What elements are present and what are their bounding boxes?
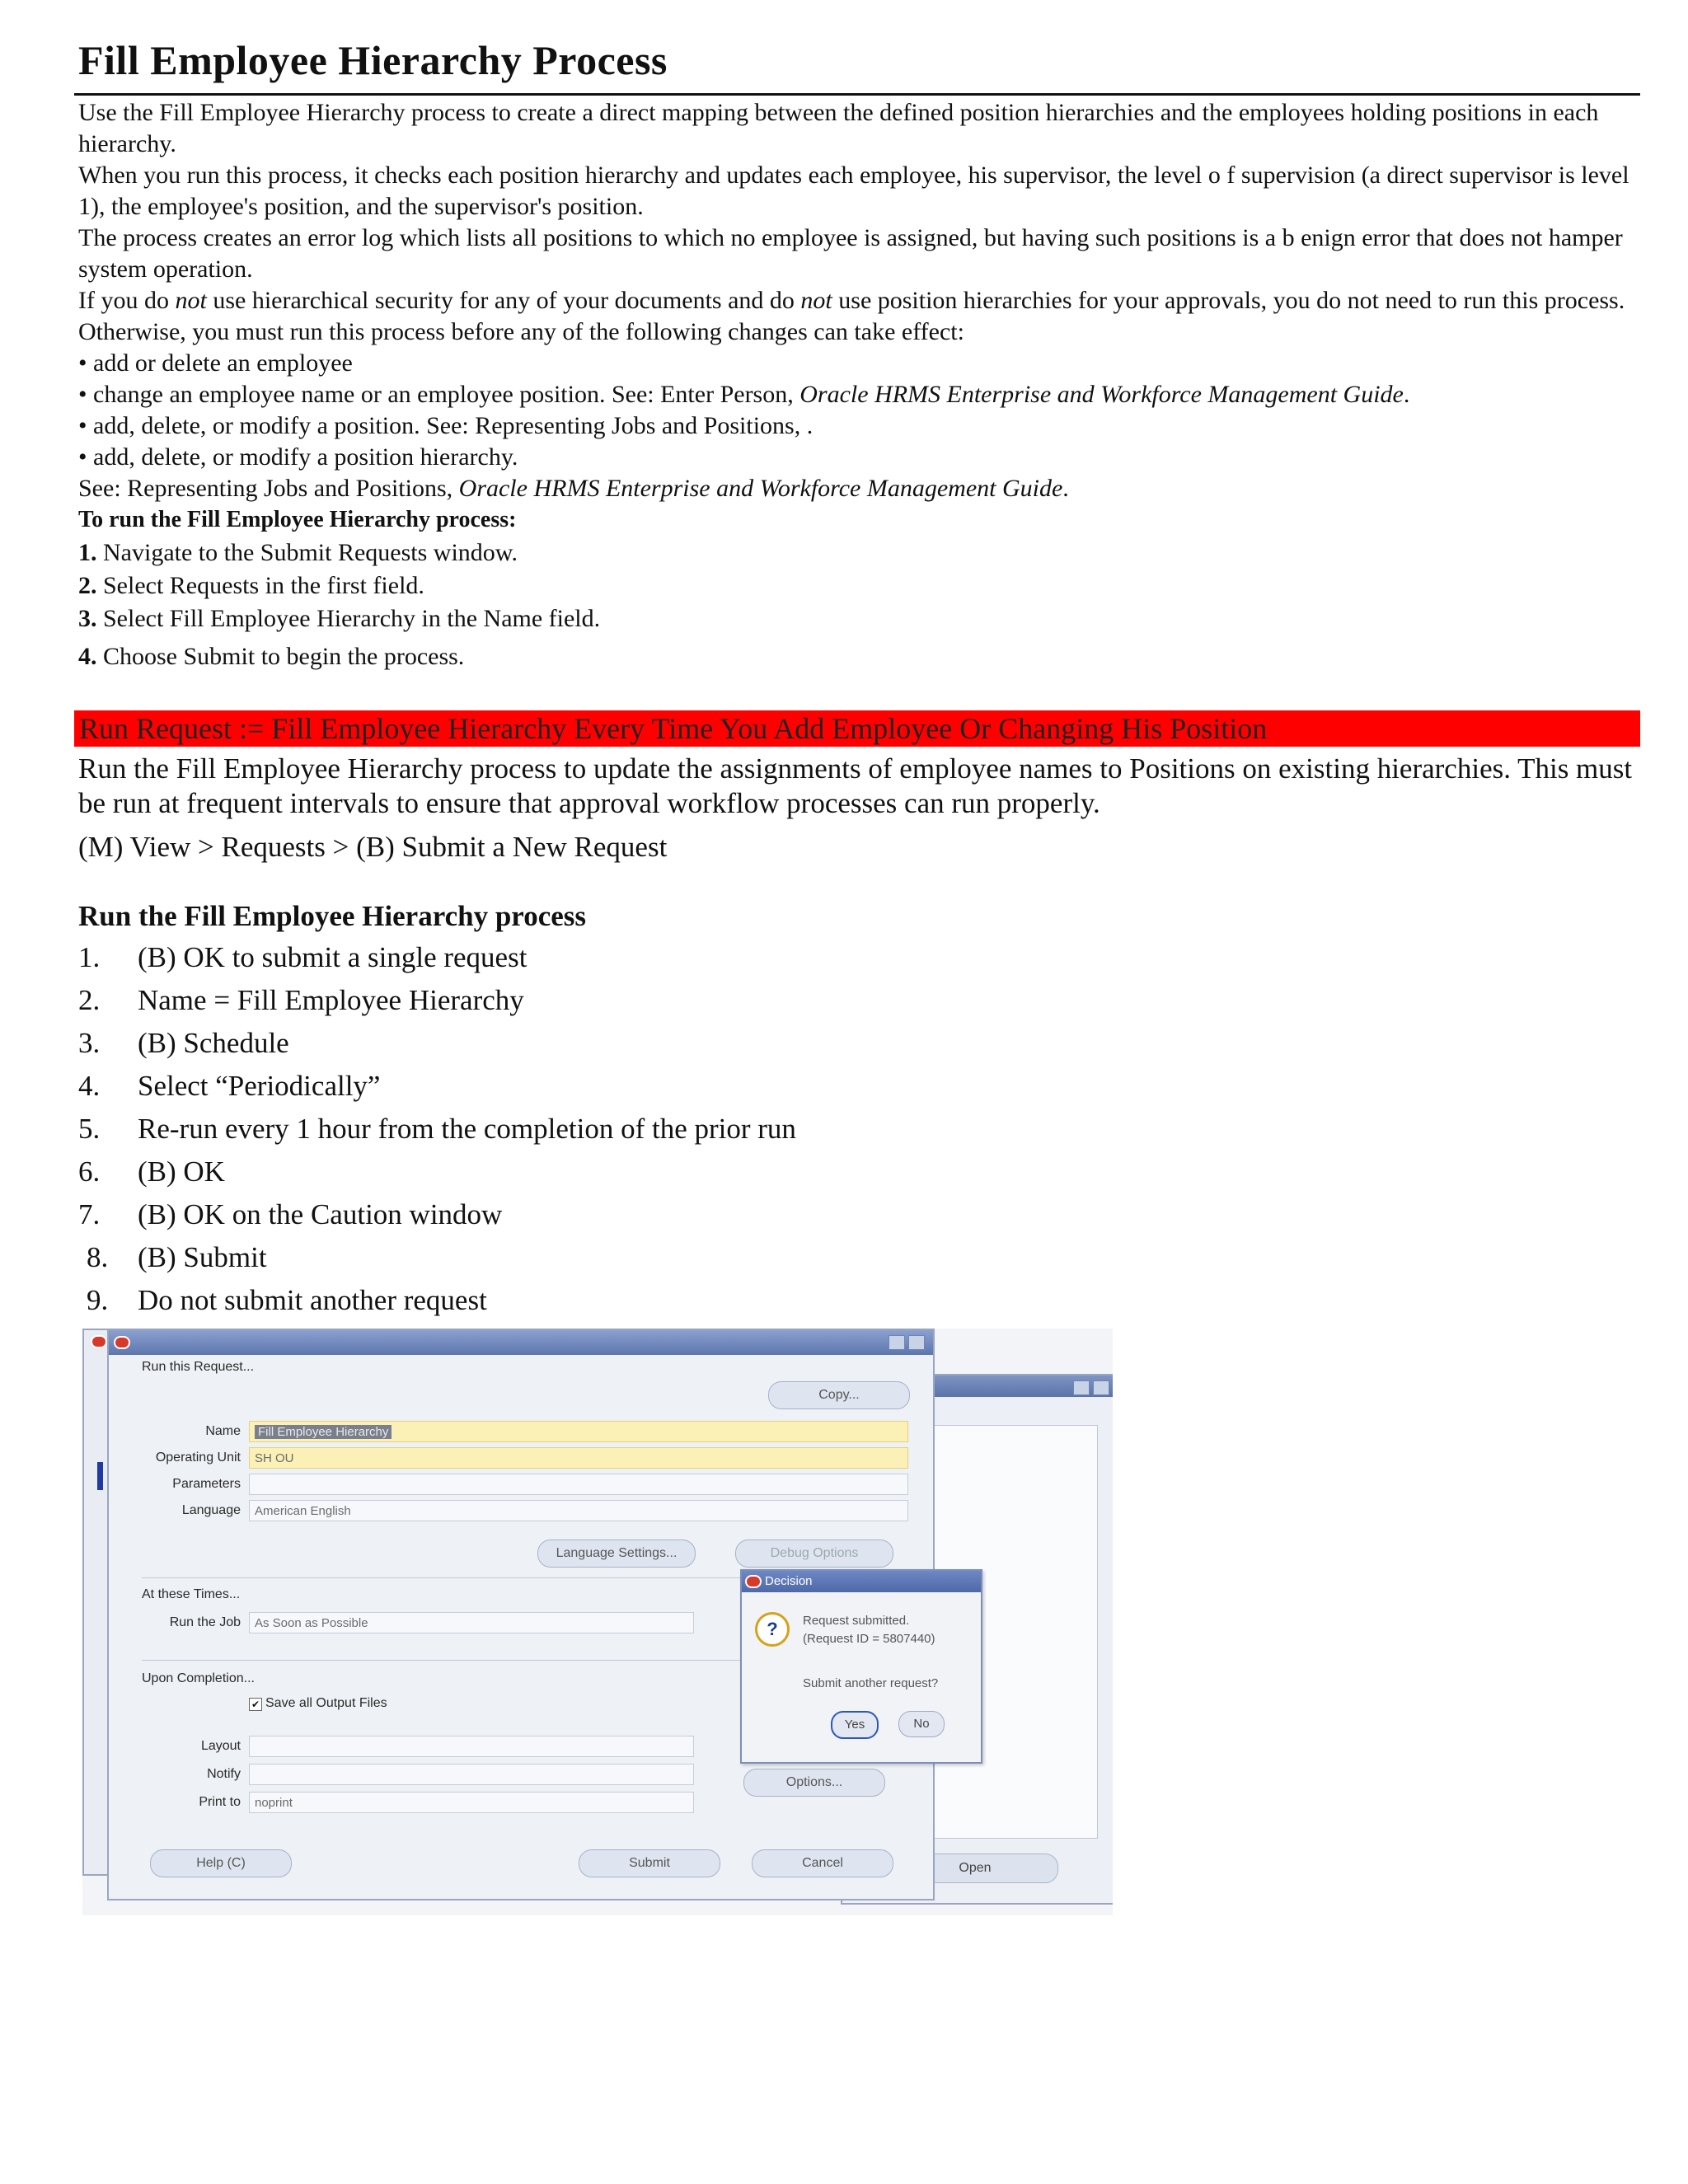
- run-request-banner: Run Request := Fill Employee Hierarchy Every Time You Add Employee Or Changing His Position: [74, 710, 1640, 747]
- see-guide: Oracle HRMS Enterprise and Workforce Management Guide: [458, 475, 1063, 502]
- p4-not-2: not: [800, 287, 832, 314]
- submit-request-screenshot: [82, 1329, 1113, 1915]
- step-text: Do not submit another request: [138, 1284, 487, 1316]
- see-line: [78, 473, 1644, 504]
- decision-dialog: [740, 1569, 982, 1764]
- minimize-icon[interactable]: [889, 1335, 905, 1350]
- intro-step-1: [78, 537, 1644, 569]
- step-text: Select “Periodically”: [138, 1070, 381, 1102]
- list-item: [78, 1284, 796, 1327]
- procedure-steps: [78, 941, 796, 1327]
- intro-step-4: [78, 641, 1644, 673]
- name-value: Fill Employee Hierarchy: [255, 1425, 392, 1439]
- step-number: 6.: [78, 1155, 101, 1188]
- maximize-icon[interactable]: [908, 1335, 925, 1350]
- dialog-message-3: Submit another request?: [803, 1676, 939, 1690]
- intro-paragraph-2: When you run this process, it checks each position hierarchy and updates each employee, his supervisor, the level o f supervision (a direct supervisor is level 1), the employee's position, and the supervisor's position.: [78, 162, 1629, 220]
- language-field[interactable]: American English: [249, 1500, 908, 1521]
- intro-paragraph-1: Use the Fill Employee Hierarchy process to create a direct mapping between the defined position hierarchies and the employees holding positions in each hierarchy.: [78, 99, 1599, 157]
- list-item: [78, 1241, 796, 1284]
- print-to-field[interactable]: noprint: [249, 1792, 694, 1813]
- title-divider: [74, 93, 1640, 96]
- page-title: Fill Employee Hierarchy Process: [78, 37, 668, 83]
- step-number: 3.: [78, 1027, 101, 1059]
- run-the-job-field[interactable]: As Soon as Possible: [249, 1612, 694, 1633]
- cancel-button[interactable]: Cancel: [752, 1849, 893, 1877]
- close-icon[interactable]: [91, 1335, 107, 1348]
- bullet-4: • add, delete, or modify a position hierarchy.: [78, 443, 518, 471]
- list-item: [78, 984, 796, 1027]
- step-number: 9.: [87, 1284, 109, 1316]
- list-item: [78, 1155, 796, 1198]
- bullet-1: • add or delete an employee: [78, 349, 353, 377]
- question-icon: ?: [755, 1612, 790, 1647]
- close-icon[interactable]: [1093, 1380, 1109, 1395]
- p4-not-1: not: [175, 287, 207, 314]
- run-the-job-label: Run the Job: [169, 1615, 241, 1629]
- parameters-label: Parameters: [172, 1477, 241, 1491]
- step-number: 8.: [87, 1241, 109, 1273]
- main-window-titlebar: [109, 1330, 933, 1355]
- step-number: 1.: [78, 941, 101, 973]
- intro-step-text: Navigate to the Submit Requests window.: [103, 539, 518, 566]
- copy-button[interactable]: Copy...: [768, 1381, 910, 1409]
- dialog-titlebar: [742, 1571, 981, 1592]
- p4-part-c: use position hierarchies for your approvals, you do not need to run this process. Otherwise, you must run this process before any of the following changes can take effect:: [78, 287, 1625, 345]
- layout-label: Layout: [200, 1739, 241, 1753]
- debug-options-button[interactable]: Debug Options: [735, 1540, 893, 1568]
- bullet-3: • add, delete, or modify a position. See: Representing Jobs and Positions, .: [78, 412, 814, 439]
- run-description: Run the Fill Employee Hierarchy process to update the assignments of employee names to Positions on existing hierarchies. This must be run at frequent intervals to ensure that approval workflow processes can run properly.: [78, 752, 1633, 819]
- bullet-2-end: .: [1403, 381, 1410, 408]
- dialog-message-2: (Request ID = 5807440): [803, 1632, 935, 1646]
- step-text: (B) Schedule: [138, 1027, 289, 1059]
- window-controls: [889, 1335, 925, 1350]
- operating-unit-label: Operating Unit: [155, 1451, 241, 1465]
- intro-step-num: 2.: [78, 572, 97, 599]
- step-text: (B) OK to submit a single request: [138, 941, 528, 973]
- window-controls: [1073, 1380, 1109, 1395]
- navigation-path: (M) View > Requests > (B) Submit a New Request: [78, 831, 668, 863]
- intro-step-2: [78, 570, 1644, 602]
- parameters-field[interactable]: [249, 1474, 908, 1495]
- step-text: Re-run every 1 hour from the completion of the prior run: [138, 1113, 796, 1145]
- intro-step-3: [78, 603, 1644, 635]
- at-these-times-label: At these Times...: [142, 1587, 241, 1601]
- bullet-2-text: • change an employee name or an employee position. See: Enter Person,: [78, 381, 794, 408]
- yes-button[interactable]: Yes: [831, 1711, 879, 1739]
- p4-part-a: If you do: [78, 287, 169, 314]
- step-text: (B) Submit: [138, 1241, 267, 1273]
- focus-marker: [97, 1462, 103, 1490]
- intro-section: [78, 97, 1644, 673]
- list-item: [78, 1113, 796, 1155]
- no-button[interactable]: No: [898, 1711, 945, 1737]
- list-item: [78, 1198, 796, 1241]
- list-item: [78, 941, 796, 984]
- language-settings-button[interactable]: Language Settings...: [537, 1540, 696, 1568]
- print-to-label: Print to: [199, 1795, 241, 1809]
- close-icon[interactable]: [745, 1575, 762, 1588]
- help-button[interactable]: Help (C): [150, 1849, 292, 1877]
- intro-step-num: 4.: [78, 643, 97, 670]
- checkbox-checked-icon[interactable]: ✔: [249, 1698, 262, 1711]
- close-icon[interactable]: [114, 1336, 130, 1349]
- intro-step-num: 1.: [78, 539, 97, 566]
- step-text: Name = Fill Employee Hierarchy: [138, 984, 524, 1016]
- submit-button[interactable]: Submit: [579, 1849, 720, 1877]
- notify-label: Notify: [207, 1767, 241, 1781]
- name-field[interactable]: [249, 1421, 908, 1442]
- intro-step-text: Select Fill Employee Hierarchy in the Name field.: [103, 605, 601, 632]
- bullet-2: [78, 379, 1644, 410]
- bullet-2-guide: Oracle HRMS Enterprise and Workforce Management Guide: [799, 381, 1404, 408]
- intro-paragraph-3: The process creates an error log which lists all positions to which no employee is assigned, but having such positions is a b enign error that does not hamper system operation.: [78, 224, 1623, 283]
- open-button[interactable]: Open: [892, 1854, 1058, 1883]
- p4-part-b: use hierarchical security for any of your documents and do: [213, 287, 795, 314]
- upon-completion-label: Upon Completion...: [142, 1671, 255, 1685]
- dialog-title: Decision: [765, 1574, 813, 1588]
- see-text: See: Representing Jobs and Positions,: [78, 475, 453, 502]
- intro-step-text: Choose Submit to begin the process.: [103, 643, 465, 670]
- layout-field[interactable]: [249, 1736, 694, 1757]
- list-item: [78, 1027, 796, 1070]
- run-process-heading: To run the Fill Employee Hierarchy process:: [78, 507, 517, 532]
- notify-field[interactable]: [249, 1764, 694, 1785]
- step-text: (B) OK on the Caution window: [138, 1198, 503, 1230]
- intro-paragraph-4: [78, 285, 1644, 348]
- dialog-message-1: Request submitted.: [803, 1614, 910, 1628]
- name-label: Name: [205, 1424, 241, 1438]
- list-item: [78, 1070, 796, 1113]
- language-label: Language: [181, 1503, 241, 1517]
- step-number: 4.: [78, 1070, 101, 1102]
- step-number: 5.: [78, 1113, 101, 1145]
- operating-unit-field[interactable]: SH OU: [249, 1447, 908, 1469]
- run-this-request-label: Run this Request...: [142, 1360, 255, 1374]
- see-end: .: [1062, 475, 1069, 502]
- save-output-label: Save all Output Files: [265, 1696, 387, 1710]
- step-number: 7.: [78, 1198, 101, 1230]
- intro-step-text: Select Requests in the first field.: [103, 572, 424, 599]
- procedure-heading: Run the Fill Employee Hierarchy process: [78, 900, 587, 932]
- options-button[interactable]: Options...: [743, 1769, 885, 1797]
- step-text: (B) OK: [138, 1155, 225, 1188]
- step-number: 2.: [78, 984, 101, 1016]
- intro-step-num: 3.: [78, 605, 97, 632]
- minimize-icon[interactable]: [1073, 1380, 1090, 1395]
